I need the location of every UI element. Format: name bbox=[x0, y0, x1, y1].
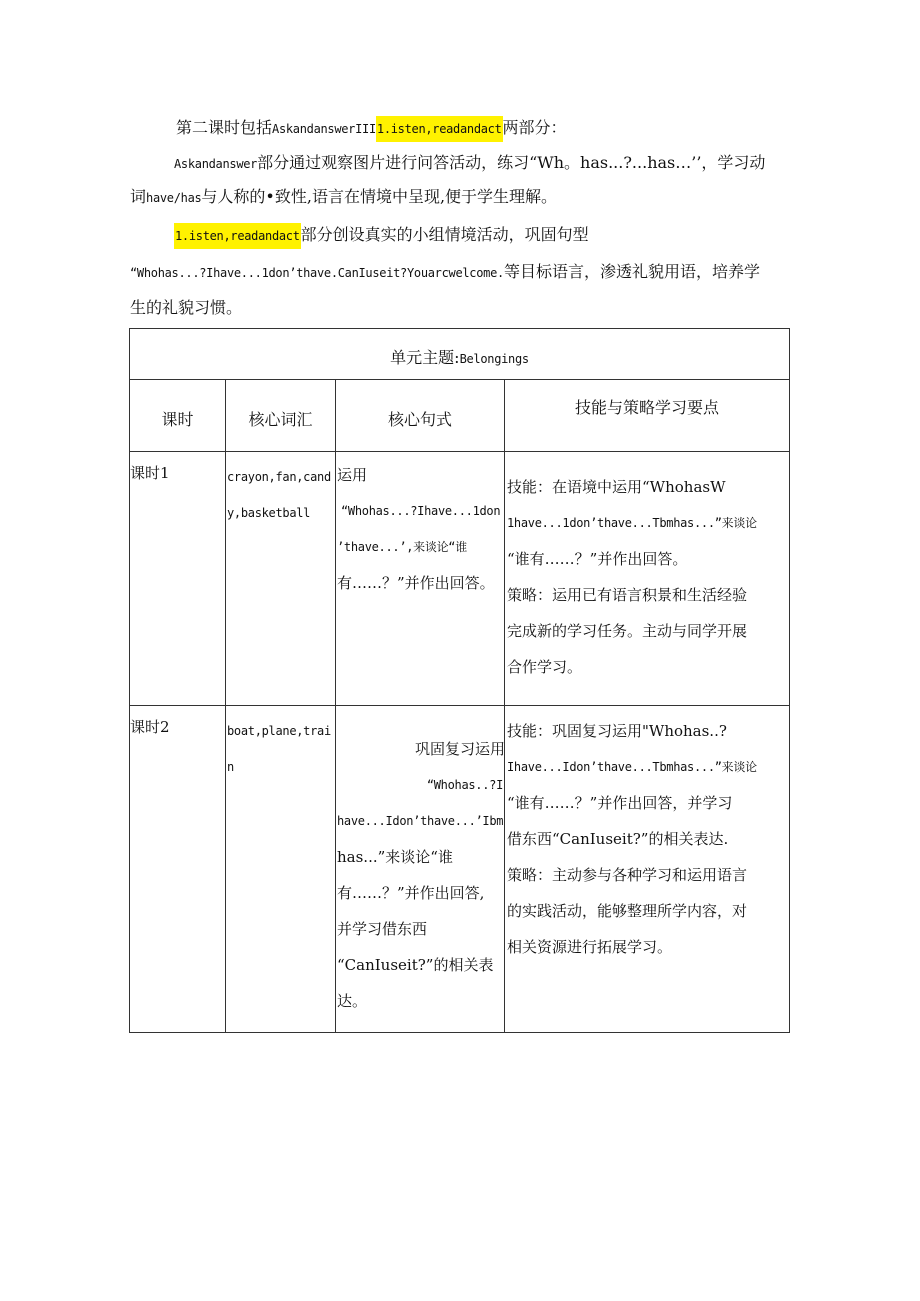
header-lesson: 课时 bbox=[161, 410, 194, 429]
header-pattern: 核心句式 bbox=[387, 410, 452, 429]
intro-line-1 bbox=[176, 118, 567, 139]
intro-line-3 bbox=[130, 187, 557, 208]
highlight-mark-2: 1.isten,readandact bbox=[174, 223, 301, 249]
pattern-line: “CanIuseit?”的相关表 bbox=[337, 956, 494, 974]
skill-line: 策略：运用已有语言积景和生活经验 bbox=[507, 586, 748, 604]
row1-vocab bbox=[227, 459, 335, 531]
header-vocab: 核心词汇 bbox=[248, 410, 313, 429]
row2-vocab bbox=[227, 713, 335, 785]
table-divider bbox=[130, 705, 789, 706]
row1-skills bbox=[507, 469, 789, 685]
pattern-line: 达。 bbox=[337, 992, 368, 1010]
header-skills: 技能与策略学习要点 bbox=[574, 398, 719, 417]
table-divider bbox=[335, 379, 336, 1032]
skill-line: 技能：巩固复习运用"Whohas..? bbox=[507, 722, 727, 740]
vocab-line: n bbox=[227, 760, 234, 774]
pattern-line: has...”来谈论“谁 bbox=[337, 848, 453, 866]
intro-line-6 bbox=[130, 298, 242, 318]
highlight-mark: 1.isten,readandact bbox=[376, 116, 503, 142]
intro-line1-prefix: 第二课时包括 bbox=[176, 118, 273, 137]
intro-line-4 bbox=[174, 225, 589, 246]
skill-line: 借东西“CanIuseit?”的相关表达. bbox=[507, 830, 729, 848]
pattern-line: “Whohas...?Ihave...1don bbox=[341, 504, 501, 518]
theme-en: Belongings bbox=[459, 352, 529, 366]
intro-line5-text: 等目标语言，渗透礼貌用语，培养学 bbox=[503, 262, 760, 281]
row2-lesson bbox=[130, 709, 170, 745]
skill-line: “谁有……？”并作出回答，并学习 bbox=[507, 794, 733, 812]
table-theme bbox=[130, 345, 789, 368]
skill-line: 的实践活动，能够整理所学内容，对 bbox=[507, 902, 748, 920]
pattern-line: 运用 bbox=[337, 466, 368, 484]
skill-line: 1have...1don’thave...Tbmhas...”来谈论 bbox=[507, 516, 757, 530]
intro-line2-en: Askandanswer bbox=[174, 157, 258, 171]
skill-line: 相关资源进行拓展学习。 bbox=[507, 938, 673, 956]
vocab-line: y,basketball bbox=[227, 506, 311, 520]
vocab-line: boat,plane,trai bbox=[227, 724, 331, 738]
row1-lesson-text: 课时1 bbox=[130, 464, 170, 482]
skill-line: Ihave...Idon’thave...Tbmhas...”来谈论 bbox=[507, 760, 757, 774]
intro-line-5 bbox=[130, 262, 760, 283]
intro-line4-text: 部分创设真实的小组情境活动，巩固句型 bbox=[300, 225, 589, 244]
pattern-line: 并学习借东西 bbox=[337, 920, 428, 938]
skill-line: 完成新的学习任务。主动与同学开展 bbox=[507, 622, 748, 640]
theme-prefix: 单元主题: bbox=[390, 348, 460, 367]
pattern-line: 有……？”并作出回答。 bbox=[337, 574, 495, 592]
row1-pattern bbox=[337, 457, 507, 601]
table-divider bbox=[225, 379, 226, 1032]
intro-line3-prefix: 词 bbox=[130, 187, 147, 206]
intro-line3-en: have/has bbox=[146, 191, 202, 205]
table-divider bbox=[130, 379, 789, 380]
row2-skills bbox=[507, 713, 789, 965]
intro-line2-text: 部分通过观察图片进行问答活动，练习“Wh。has...?...has…’’，学习动 bbox=[257, 153, 766, 172]
skill-line: 策略：主动参与各种学习和运用语言 bbox=[507, 866, 748, 884]
pattern-line: ’thave...’,来谈论“谁 bbox=[337, 540, 467, 554]
intro-line5-en: “Whohas...?Ihave...1don’thave.CanIuseit?Youarcwelcome. bbox=[130, 266, 504, 280]
skill-line: 技能：在语境中运用“WhohasW bbox=[507, 478, 726, 496]
intro-line6-text: 生的礼貌习惯。 bbox=[130, 298, 243, 317]
lesson-table bbox=[129, 328, 790, 1033]
intro-line3-text: 与人称的•致性,语言在情境中呈现,便于学生理解。 bbox=[201, 187, 558, 206]
row1-lesson bbox=[130, 455, 170, 491]
pattern-line: 巩固复习运用 bbox=[414, 740, 505, 758]
skill-line: 合作学习。 bbox=[507, 658, 583, 676]
intro-line1-en: AskandanswerIII bbox=[272, 122, 376, 136]
pattern-line: 有……？”并作出回答, bbox=[337, 884, 485, 902]
intro-line1-suffix: 两部分： bbox=[502, 118, 567, 137]
vocab-line: crayon,fan,cand bbox=[227, 470, 331, 484]
row2-lesson-text: 课时2 bbox=[130, 718, 170, 736]
row2-pattern bbox=[337, 731, 505, 1019]
intro-line-2 bbox=[174, 153, 765, 174]
table-divider bbox=[130, 451, 789, 452]
pattern-line: have...Idon’thave...’Ibm bbox=[337, 814, 504, 828]
pattern-line: “Whohas..?I bbox=[426, 778, 503, 792]
skill-line: “谁有……？”并作出回答。 bbox=[507, 550, 688, 568]
